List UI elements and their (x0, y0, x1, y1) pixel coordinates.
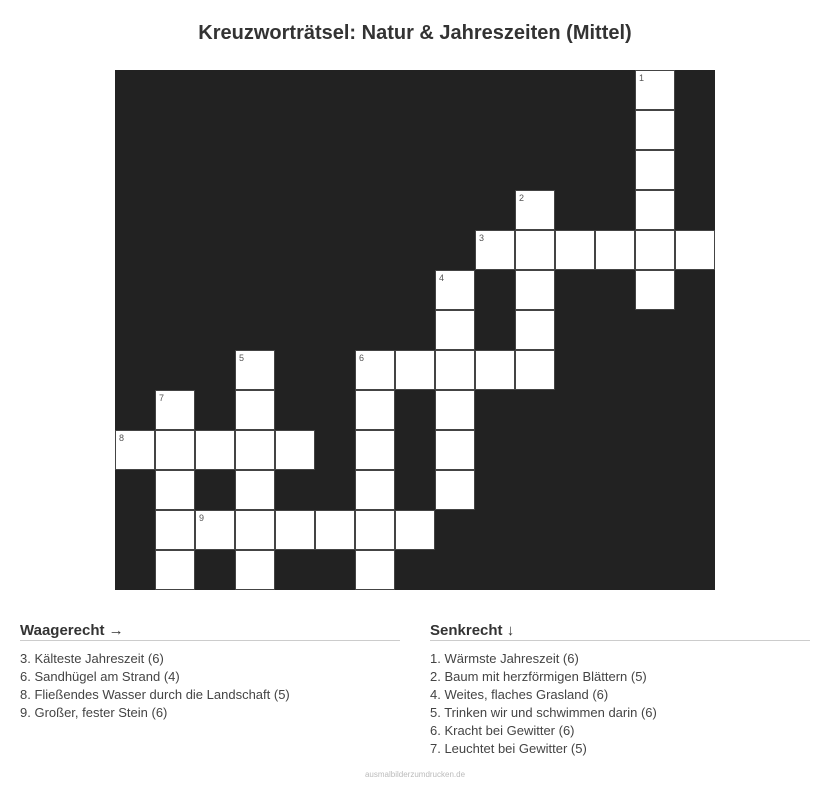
cell-number: 2 (519, 193, 525, 203)
crossword-cell[interactable] (475, 230, 515, 270)
crossword-cell[interactable] (235, 390, 275, 430)
across-clue-item: 9. Großer, fester Stein (6) (20, 705, 168, 720)
crossword-cell[interactable] (155, 470, 195, 510)
cell-number: 8 (119, 433, 125, 443)
crossword-cell[interactable] (675, 230, 715, 270)
crossword-cell[interactable] (635, 190, 675, 230)
crossword-cell[interactable] (275, 430, 315, 470)
crossword-cell[interactable] (635, 150, 675, 190)
crossword-cell[interactable] (435, 390, 475, 430)
down-clues (430, 622, 810, 758)
cell-number: 5 (239, 353, 245, 363)
down-clue-item: 1. Wärmste Jahreszeit (6) (430, 651, 579, 666)
cell-number: 6 (359, 353, 365, 363)
down-clue-item: 6. Kracht bei Gewitter (6) (430, 723, 575, 738)
down-clue-item: 7. Leuchtet bei Gewitter (5) (430, 741, 587, 756)
crossword-cell[interactable] (355, 350, 395, 390)
crossword-cell[interactable] (195, 430, 235, 470)
crossword-cell[interactable] (635, 70, 675, 110)
across-clue-item: 6. Sandhügel am Strand (4) (20, 669, 180, 684)
crossword-cell[interactable] (115, 430, 155, 470)
crossword-cell[interactable] (435, 430, 475, 470)
across-clues (20, 622, 400, 722)
crossword-cell[interactable] (395, 350, 435, 390)
crossword-cell[interactable] (555, 230, 595, 270)
crossword-cell[interactable] (395, 510, 435, 550)
crossword-cell[interactable] (235, 350, 275, 390)
crossword-cell[interactable] (475, 350, 515, 390)
footer-credit: ausmalbilderzumdrucken.de (364, 770, 466, 779)
page-title: Kreuzworträtsel: Natur & Jahreszeiten (Mittel) (198, 22, 632, 44)
crossword-cell[interactable] (635, 270, 675, 310)
crossword-grid (115, 70, 715, 590)
crossword-cell[interactable] (155, 390, 195, 430)
crossword-cell[interactable] (515, 230, 555, 270)
crossword-cell[interactable] (355, 470, 395, 510)
cell-number: 4 (439, 273, 445, 283)
down-clue-item: 4. Weites, flaches Grasland (6) (430, 687, 609, 702)
crossword-cell[interactable] (355, 390, 395, 430)
crossword-cell[interactable] (235, 430, 275, 470)
down-clue-list (430, 650, 810, 758)
cell-number: 7 (159, 393, 165, 403)
across-clue-list (20, 650, 400, 722)
crossword-cell[interactable] (635, 110, 675, 150)
across-clue-item: 3. Kälteste Jahreszeit (6) (20, 651, 164, 666)
crossword-cell[interactable] (355, 430, 395, 470)
cell-number: 1 (639, 73, 645, 83)
down-clue-item: 2. Baum mit herzförmigen Blättern (5) (430, 669, 647, 684)
crossword-cell[interactable] (355, 510, 395, 550)
down-clue-item: 5. Trinken wir und schwimmen darin (6) (430, 705, 657, 720)
crossword-cell[interactable] (235, 510, 275, 550)
crossword-cell[interactable] (515, 350, 555, 390)
crossword-cell[interactable] (515, 310, 555, 350)
crossword-cell[interactable] (435, 350, 475, 390)
crossword-cell[interactable] (155, 430, 195, 470)
crossword-cell[interactable] (195, 510, 235, 550)
cell-number: 9 (199, 513, 205, 523)
cell-number: 3 (479, 233, 485, 243)
across-clue-item: 8. Fließendes Wasser durch die Landschaft (5) (20, 687, 290, 702)
down-heading: Senkrecht ↓ (430, 622, 810, 641)
across-heading: Waagerecht → (20, 622, 400, 641)
crossword-cell[interactable] (435, 470, 475, 510)
crossword-cell[interactable] (515, 270, 555, 310)
crossword-cell[interactable] (155, 550, 195, 590)
crossword-cell[interactable] (635, 230, 675, 270)
crossword-cell[interactable] (235, 550, 275, 590)
crossword-cell[interactable] (435, 310, 475, 350)
crossword-cell[interactable] (275, 510, 315, 550)
crossword-cell[interactable] (355, 550, 395, 590)
crossword-cell[interactable] (235, 470, 275, 510)
crossword-cell[interactable] (595, 230, 635, 270)
crossword-cell[interactable] (315, 510, 355, 550)
crossword-cell[interactable] (515, 190, 555, 230)
crossword-cell[interactable] (435, 270, 475, 310)
crossword-cell[interactable] (155, 510, 195, 550)
